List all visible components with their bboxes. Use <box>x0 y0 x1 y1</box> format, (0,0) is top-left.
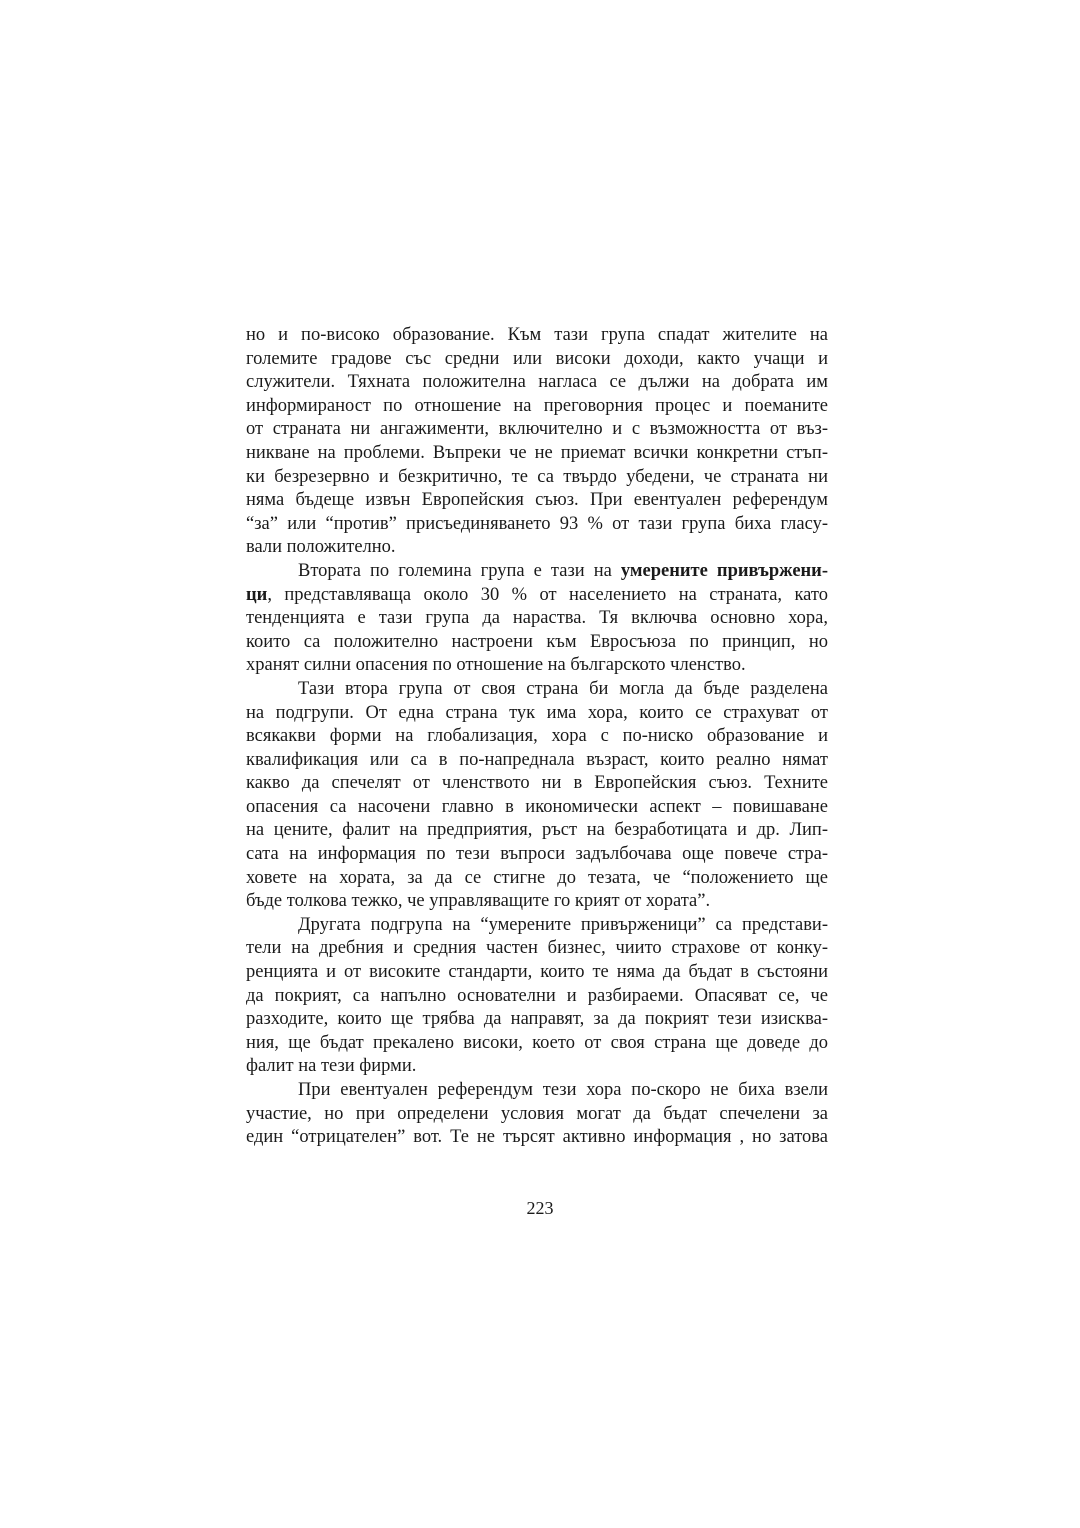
bold-term: ци <box>246 584 268 605</box>
text-line: на цените, фалит на предприятия, ръст на безработицата и др. Лип- <box>246 820 828 841</box>
paragraph <box>246 1079 828 1150</box>
bold-term: умерените привържени- <box>620 560 829 581</box>
text-line: участие, но при определени условия могат да бъдат спечелени за <box>246 1103 828 1124</box>
text-line: които са положително настроени към Евросъюза по принцип, но <box>246 631 828 652</box>
text-line: какво да спечелят от членството ни в Европейския съюз. Техните <box>246 773 828 794</box>
text-line: вали положително. <box>246 537 396 558</box>
text-line: ки безрезервно и безкритично, те са твърдо убедени, че страната ни <box>246 466 828 487</box>
text-line: всякакви форми на глобализация, хора с по-ниско образование и <box>246 726 828 747</box>
text-line: ховете на хората, за да се стигне до тезата, че “положението ще <box>246 867 828 888</box>
text-line: ренцията и от високите стандарти, които те няма да бъдат в състояни <box>246 962 828 983</box>
text-line: информираност по отношение на преговорния процес и поеманите <box>246 395 828 416</box>
text-line: хранят силни опасения по отношение на българското членство. <box>246 655 746 676</box>
text-line: сата на информация по тези въпроси задълбочава още повече стра- <box>246 844 828 865</box>
paragraph <box>246 914 828 1079</box>
text-line: тенденцията е тази група да нараства. Тя включва основно хора, <box>246 608 828 629</box>
text-line: тели на дребния и средния частен бизнес, чиито страхове от конку- <box>246 938 828 959</box>
text-line: служители. Тяхната положителна нагласа се дължи на добрата им <box>246 372 828 393</box>
text-line: бъде толкова тежко, че управляващите го крият от хората”. <box>246 891 711 912</box>
text-line: опасения са насочени главно в икономически аспект – повишаване <box>246 796 828 817</box>
text-line: ния, ще бъдат прекалено високи, което от своя страна ще доведе до <box>246 1032 828 1053</box>
text-line: При евентуален референдум тези хора по-скоро не биха взели <box>298 1080 828 1100</box>
text-line: големите градове със средни или високи доходи, както учащи и <box>246 348 828 369</box>
text-line: “за” или “против” присъединяването 93 % от тази група биха гласу- <box>246 513 828 534</box>
text-line: никване на проблеми. Въпреки че не приемат всички конкретни стъп- <box>246 442 828 463</box>
text-line: квалификация или са в по-напреднала възраст, които реално нямат <box>246 749 828 770</box>
text-line: разходите, които ще трябва да направят, за да покрият тези изисква- <box>246 1009 828 1030</box>
text-line: да покрият, са напълно основателни и разбираеми. Опасяват се, че <box>246 985 828 1006</box>
paragraph <box>246 324 828 560</box>
text-line: на подгрупи. От една страна тук има хора, които се страхуват от <box>246 702 828 723</box>
text-line: от страната ни ангажименти, включително и с възможността от въз- <box>246 419 828 440</box>
page-number: 223 <box>526 1198 554 1218</box>
text-line: но и по-високо образование. Към тази група спадат жителите на <box>246 325 828 345</box>
text-line: Другата подгрупа на “умерените привърженици” са представи- <box>298 914 828 935</box>
paragraph <box>246 560 828 678</box>
paragraph <box>246 678 828 914</box>
text-line: един “отрицателен” вот. Те не търсят активно информация , но затова <box>246 1127 828 1148</box>
text-line: няма бъдеще извън Европейския съюз. При евентуален референдум <box>246 490 828 511</box>
text-line: фалит на тези фирми. <box>246 1056 417 1077</box>
body-text <box>246 324 828 1150</box>
text-line <box>246 584 828 608</box>
text-line: Тази втора група от своя страна би могла да бъде разделена <box>298 678 828 699</box>
text-fragment: Втората по големина група е тази на <box>298 560 621 581</box>
text-fragment: , представляваща около 30 % от населението на страната, като <box>267 584 828 605</box>
text-line <box>246 560 828 584</box>
